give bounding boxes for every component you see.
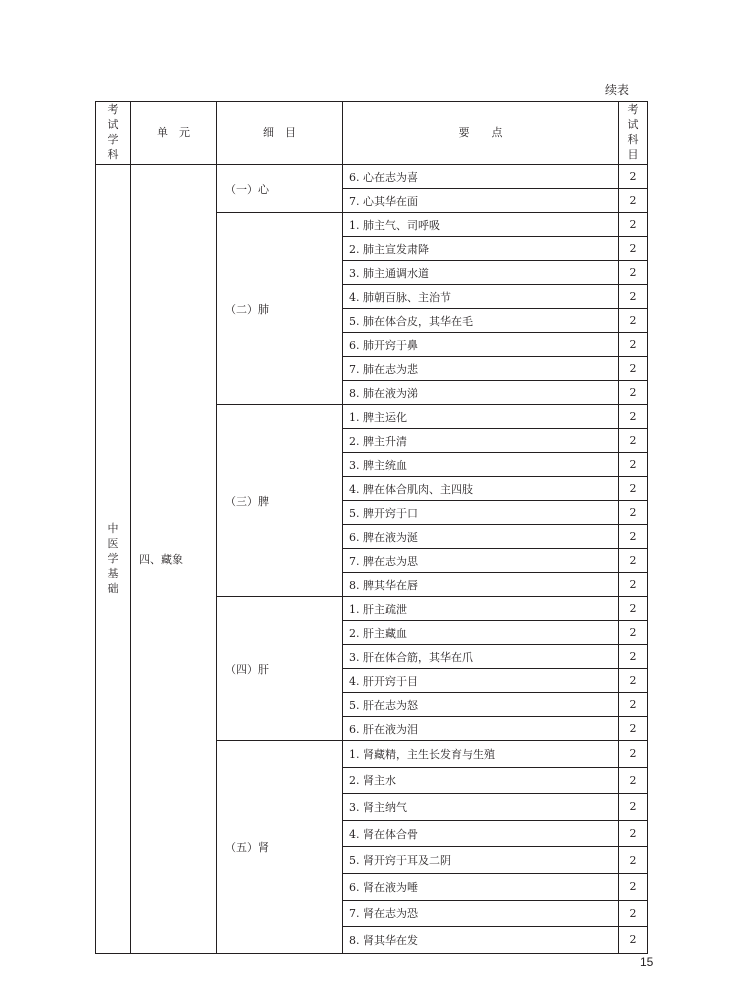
point-cell: 8. 肾其华在发 — [343, 927, 619, 954]
header-detail: 细 目 — [217, 102, 343, 165]
table-body — [96, 165, 648, 954]
exam-cell: 2 — [619, 847, 648, 874]
point-cell: 1. 脾主运化 — [343, 405, 619, 429]
point-cell: 8. 肺在液为涕 — [343, 381, 619, 405]
exam-cell: 2 — [619, 429, 648, 453]
unit-cell: 四、藏象 — [131, 165, 217, 954]
point-cell: 3. 脾主统血 — [343, 453, 619, 477]
syllabus-table — [95, 101, 648, 954]
exam-cell: 2 — [619, 477, 648, 501]
exam-cell: 2 — [619, 693, 648, 717]
header-unit: 单 元 — [131, 102, 217, 165]
header-point: 要 点 — [343, 102, 619, 165]
detail-cell: （四）肝 — [217, 597, 343, 741]
point-cell: 4. 肝开窍于目 — [343, 669, 619, 693]
exam-cell: 2 — [619, 309, 648, 333]
exam-cell: 2 — [619, 573, 648, 597]
subject-label: 中医学基础 — [107, 522, 119, 596]
exam-cell: 2 — [619, 405, 648, 429]
exam-cell: 2 — [619, 741, 648, 768]
detail-cell: （五）肾 — [217, 741, 343, 954]
point-cell: 6. 肝在液为泪 — [343, 717, 619, 741]
exam-cell: 2 — [619, 717, 648, 741]
point-cell: 4. 肾在体合骨 — [343, 820, 619, 847]
header-exam: 考试科目 — [619, 102, 648, 165]
exam-cell: 2 — [619, 189, 648, 213]
exam-cell: 2 — [619, 501, 648, 525]
exam-cell: 2 — [619, 261, 648, 285]
exam-cell: 2 — [619, 381, 648, 405]
exam-cell: 2 — [619, 357, 648, 381]
point-cell: 7. 肾在志为恐 — [343, 900, 619, 927]
point-cell: 5. 肾开窍于耳及二阴 — [343, 847, 619, 874]
detail-cell: （二）肺 — [217, 213, 343, 405]
subject-cell — [96, 165, 131, 954]
exam-cell: 2 — [619, 285, 648, 309]
exam-cell: 2 — [619, 237, 648, 261]
point-cell: 5. 肝在志为怒 — [343, 693, 619, 717]
exam-cell: 2 — [619, 900, 648, 927]
exam-cell: 2 — [619, 669, 648, 693]
exam-cell: 2 — [619, 597, 648, 621]
point-cell: 7. 脾在志为思 — [343, 549, 619, 573]
point-cell: 5. 脾开窍于口 — [343, 501, 619, 525]
point-cell: 1. 肺主气、司呼吸 — [343, 213, 619, 237]
point-cell: 7. 肺在志为悲 — [343, 357, 619, 381]
header-subject: 考试学科 — [96, 102, 131, 165]
point-cell: 3. 肺主通调水道 — [343, 261, 619, 285]
table-row — [96, 165, 648, 189]
page-number: 15 — [640, 955, 654, 969]
detail-cell: （三）脾 — [217, 405, 343, 597]
continued-label: 续表 — [605, 83, 630, 97]
exam-cell: 2 — [619, 645, 648, 669]
point-cell: 6. 脾在液为涎 — [343, 525, 619, 549]
point-cell: 6. 肾在液为唾 — [343, 873, 619, 900]
exam-cell: 2 — [619, 213, 648, 237]
point-cell: 2. 脾主升清 — [343, 429, 619, 453]
point-cell: 2. 肺主宣发肃降 — [343, 237, 619, 261]
point-cell: 4. 脾在体合肌肉、主四肢 — [343, 477, 619, 501]
point-cell: 6. 肺开窍于鼻 — [343, 333, 619, 357]
point-cell: 5. 肺在体合皮，其华在毛 — [343, 309, 619, 333]
point-cell: 7. 心其华在面 — [343, 189, 619, 213]
exam-cell: 2 — [619, 333, 648, 357]
exam-cell: 2 — [619, 927, 648, 954]
point-cell: 1. 肾藏精，主生长发育与生殖 — [343, 741, 619, 768]
exam-cell: 2 — [619, 820, 648, 847]
detail-cell: （一）心 — [217, 165, 343, 213]
exam-cell: 2 — [619, 873, 648, 900]
point-cell: 3. 肝在体合筋，其华在爪 — [343, 645, 619, 669]
exam-cell: 2 — [619, 621, 648, 645]
exam-cell: 2 — [619, 767, 648, 794]
exam-cell: 2 — [619, 549, 648, 573]
exam-cell: 2 — [619, 794, 648, 821]
exam-cell: 2 — [619, 525, 648, 549]
point-cell: 2. 肝主藏血 — [343, 621, 619, 645]
point-cell: 3. 肾主纳气 — [343, 794, 619, 821]
point-cell: 2. 肾主水 — [343, 767, 619, 794]
exam-cell: 2 — [619, 453, 648, 477]
point-cell: 1. 肝主疏泄 — [343, 597, 619, 621]
point-cell: 4. 肺朝百脉、主治节 — [343, 285, 619, 309]
exam-cell: 2 — [619, 165, 648, 189]
header-row — [96, 102, 648, 165]
point-cell: 6. 心在志为喜 — [343, 165, 619, 189]
point-cell: 8. 脾其华在唇 — [343, 573, 619, 597]
